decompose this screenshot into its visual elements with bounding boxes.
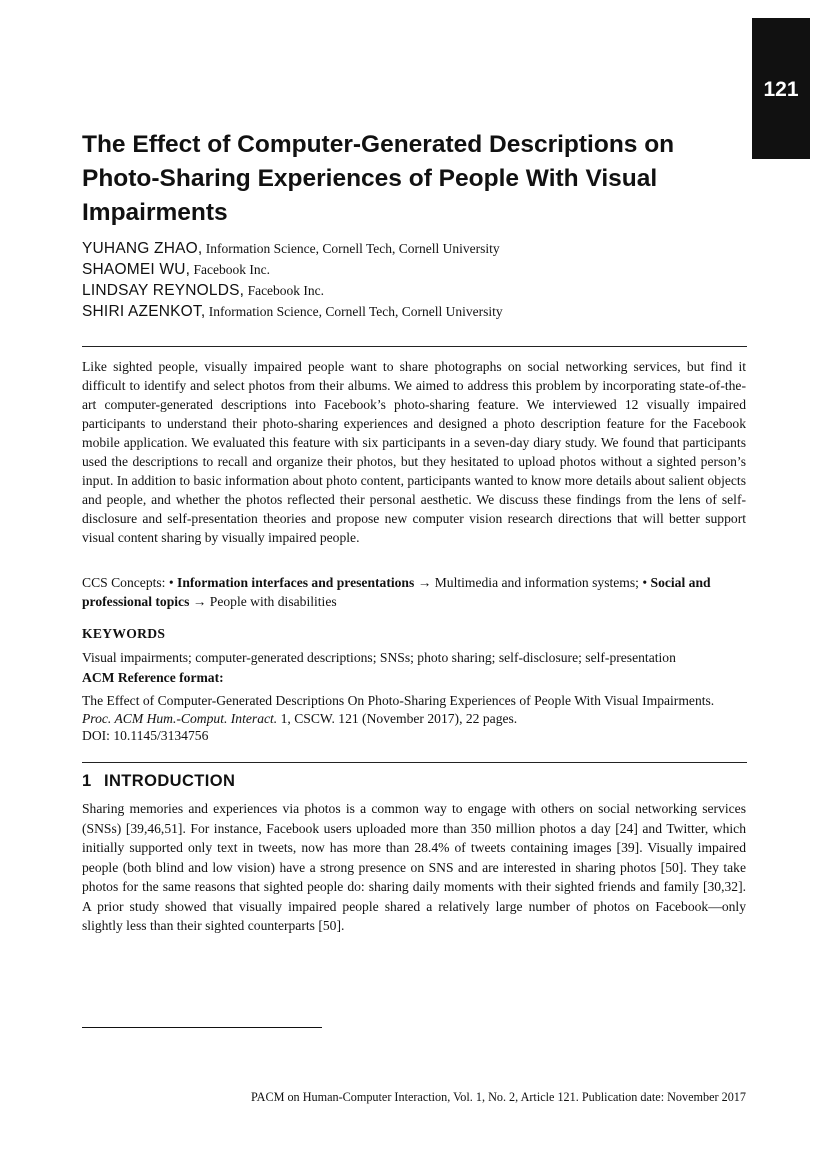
section-title: INTRODUCTION: [104, 772, 236, 790]
ccs-arrow-1: → Multimedia and information systems; •: [414, 575, 651, 590]
author-list: [82, 238, 742, 322]
author-entry: [82, 238, 742, 259]
section-number: 1: [82, 772, 92, 790]
author-name: LINDSAY REYNOLDS,: [82, 282, 245, 299]
introduction-body: Sharing memories and experiences via photos is a common way to engage with others on social networking services (SNSs) [39,46,51]. For instance, Facebook users uploaded more than 350 million photos a day [24] and Twitter, which initially supported only text in tweets, now has more than 28.4% of tweets containing images [39]. Visually impaired people (both blind and low vision) have a strong presence on SNS and are interested in sharing photos [50]. They take photos for the same reasons that sighted people do: sharing daily moments with their sighted friends and family [30,32]. A prior study showed that visually impaired people shared a relatively large number of photos on Facebook—only slightly less than their sighted counterparts [50].: [82, 801, 746, 933]
author-name: SHAOMEI WU,: [82, 261, 191, 278]
footnote-rule: [82, 1027, 322, 1028]
article-number-tab: [752, 18, 810, 159]
acm-reference-text: [82, 692, 746, 745]
author-affiliation: Facebook Inc.: [190, 262, 270, 277]
article-number: 121: [763, 78, 799, 101]
reference-title: The Effect of Computer-Generated Descriptions On Photo-Sharing Experiences of People With Visual Impairments.: [82, 693, 715, 708]
ccs-concept-2: Social and professional topics: [82, 575, 711, 609]
abstract-top-rule: [82, 346, 747, 347]
author-entry: [82, 301, 742, 322]
ccs-prefix: CCS Concepts: •: [82, 575, 178, 590]
section-heading: [82, 772, 235, 791]
paper-title: The Effect of Computer-Generated Descriptions on Photo-Sharing Experiences of People With Visual Impairments: [82, 131, 675, 226]
keywords-heading: KEYWORDS: [82, 626, 166, 641]
reference-volume: 1, CSCW. 121 (November 2017), 22 pages.: [277, 710, 518, 726]
acm-reference-heading: ACM Reference format:: [82, 670, 224, 685]
ccs-arrow-2: → People with disabilities: [189, 593, 337, 609]
ccs-concepts: [82, 574, 746, 611]
author-affiliation: Information Science, Cornell Tech, Cornell University: [202, 241, 500, 256]
author-name: SHIRI AZENKOT,: [82, 303, 206, 320]
reference-doi: DOI: 10.1145/3134756: [82, 728, 209, 743]
author-name: YUHANG ZHAO,: [82, 240, 203, 257]
keywords-text: Visual impairments; computer-generated descriptions; SNSs; photo sharing; self-disclosure; self-presentation: [82, 650, 676, 665]
author-affiliation: Facebook Inc.: [244, 283, 325, 298]
reference-journal: Proc. ACM Hum.-Comput. Interact.: [82, 710, 278, 726]
author-entry: [82, 259, 742, 280]
abstract: Like sighted people, visually impaired people want to share photographs on social networking services, but find it difficult to identify and select photos from their albums. We aimed to address this problem by incorporating state-of-the-art computer-generated descriptions into Facebook’s photo-sharing feature. We interviewed 12 visually impaired participants to understand their photo-sharing experiences and designed a photo description feature for the Facebook mobile application. We evaluated this feature with six participants in a seven-day diary study. We found that participants used the descriptions to recall and organize their photos, but they hesitated to upload photos without a sighted person’s input. In addition to basic information about photo content, participants wanted to know more details about salient objects and people, and whether the photos reflected their personal aesthetic. We discuss these findings from the lens of self-disclosure and self-presentation theories and propose new computer vision research directions that will better support visual content sharing by visually impaired people.: [82, 359, 746, 545]
section-top-rule: [82, 762, 747, 763]
author-entry: [82, 280, 742, 301]
ccs-concept-1: Information interfaces and presentations: [177, 575, 415, 590]
author-affiliation: Information Science, Cornell Tech, Cornell University: [205, 304, 503, 319]
page-footer: PACM on Human-Computer Interaction, Vol. 1, No. 2, Article 121. Publication date: November 2017: [250, 1090, 746, 1104]
